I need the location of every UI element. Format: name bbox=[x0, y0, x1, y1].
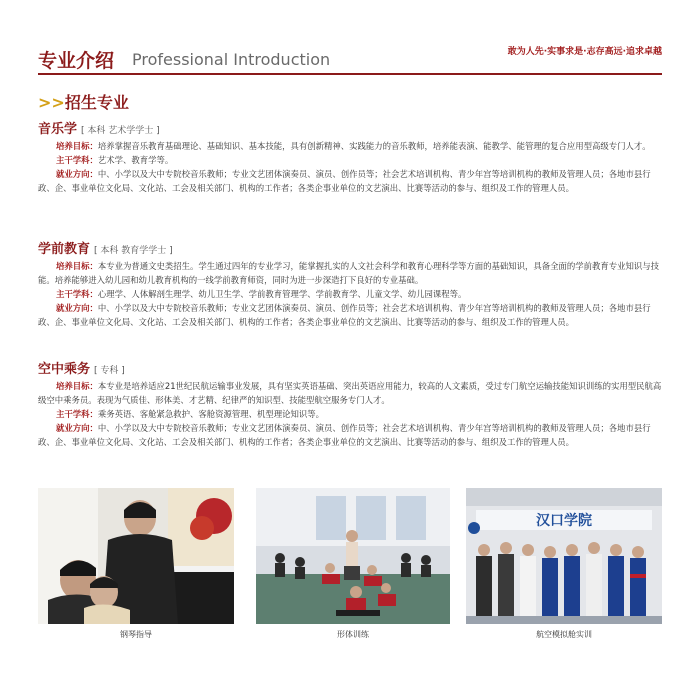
piano-photo-illustration bbox=[38, 488, 234, 624]
para-label: 培养目标： bbox=[56, 381, 98, 391]
major-preschool-education bbox=[38, 238, 662, 329]
major-career bbox=[38, 301, 662, 329]
para-label: 主干学科： bbox=[56, 289, 98, 299]
para-label: 主干学科： bbox=[56, 155, 98, 165]
major-core-subjects bbox=[38, 287, 662, 301]
para-label: 主干学科： bbox=[56, 409, 98, 419]
para-text: 乘务英语、客舱紧急救护、客舱资源管理、机型理论知识等。 bbox=[97, 409, 324, 419]
section-heading bbox=[38, 90, 129, 113]
major-degree-tag: [ 专科 ] bbox=[94, 366, 125, 376]
major-flight-attendant bbox=[38, 358, 662, 449]
para-text: 中、小学以及大中专院校音乐教师；专业文艺团体演奏员、演员、创作员等；社会艺术培训机构、青少年宫等培训机构的教师及管理人员；各地市县行政、企、事业单位文化局、文化站、工会及相关部门、机构的工作者；各类企事业单位的文艺演出、比赛等活动的参与、组织及工作的管理人员。 bbox=[38, 169, 651, 193]
page-title: 专业介绍 bbox=[38, 50, 115, 72]
major-goal bbox=[38, 259, 662, 287]
major-career bbox=[38, 421, 662, 449]
section-arrows: >> bbox=[38, 93, 65, 112]
photo-caption: 形体训练 bbox=[337, 630, 369, 639]
para-text: 中、小学以及大中专院校音乐教师；专业文艺团体演奏员、演员、创作员等；社会艺术培训机构、青少年宫等培训机构的教师及管理人员；各地市县行政、企、事业单位文化局、文化站、工会及相关部门、机构的工作者；各类企事业单位的文艺演出、比赛等活动的参与、组织及工作的管理人员。 bbox=[38, 303, 651, 327]
para-text: 培养掌握音乐教育基础理论、基础知识、基本技能，具有创新精神、实践能力的音乐教师，培养能表演、能教学、能管理的复合应用型高级专门人才。 bbox=[97, 141, 651, 151]
para-text: 艺术学、教育学等。 bbox=[97, 155, 174, 165]
para-label: 培养目标： bbox=[56, 261, 98, 271]
dance-photo-illustration bbox=[256, 488, 450, 624]
slogan: 敢为人先·实事求是·志存高远·追求卓越 bbox=[507, 47, 662, 57]
major-career bbox=[38, 167, 662, 195]
photo-body-training bbox=[256, 488, 450, 624]
para-text: 心理学、人体解剖生理学、幼儿卫生学、学前教育管理学、学前教育学、儿童文学、幼儿园课程等。 bbox=[97, 289, 467, 299]
aviation-photo-illustration bbox=[466, 488, 662, 624]
photo-piano-instruction bbox=[38, 488, 234, 624]
major-name: 空中乘务 bbox=[38, 362, 91, 377]
para-text: 本专业为普通文史类招生。学生通过四年的专业学习，能掌握扎实的人文社会科学和教育心理科学等方面的基础知识，具备全面的学前教育专业知识与技能。培养能够进入幼儿园和幼儿教育机构的一线学前教育师资，同时为进一步深造打下良好的专业基础。 bbox=[38, 261, 659, 285]
major-goal bbox=[38, 139, 662, 153]
major-core-subjects bbox=[38, 407, 662, 421]
page-header bbox=[38, 44, 662, 74]
major-music bbox=[38, 118, 662, 195]
banner-text: 汉口学院 bbox=[536, 513, 592, 529]
major-core-subjects bbox=[38, 153, 662, 167]
major-degree-tag: [ 本科 教育学学士 ] bbox=[94, 246, 173, 256]
major-degree-tag: [ 本科 艺术学学士 ] bbox=[81, 126, 160, 136]
para-label: 就业方向： bbox=[56, 169, 98, 179]
para-label: 就业方向： bbox=[56, 423, 98, 433]
page-title-english: Professional Introduction bbox=[132, 50, 331, 69]
photo-caption: 钢琴指导 bbox=[120, 630, 152, 639]
major-name: 学前教育 bbox=[38, 242, 91, 257]
para-text: 中、小学以及大中专院校音乐教师；专业文艺团体演奏员、演员、创作员等；社会艺术培训机构、青少年宫等培训机构的教师及管理人员；各地市县行政、企、事业单位文化局、文化站、工会及相关部门、机构的工作者；各类企事业单位的文艺演出、比赛等活动的参与、组织及工作的管理人员。 bbox=[38, 423, 651, 447]
major-goal bbox=[38, 379, 662, 407]
photo-aviation-training bbox=[466, 488, 662, 624]
photo-caption: 航空模拟舱实训 bbox=[536, 630, 592, 639]
section-title: 招生专业 bbox=[64, 93, 129, 112]
photo-strip bbox=[38, 488, 662, 638]
header-divider bbox=[38, 73, 662, 75]
major-name: 音乐学 bbox=[38, 122, 78, 137]
para-text: 本专业是培养适应21世纪民航运输事业发展，具有坚实英语基础、突出英语应用能力，较高的人文素质，受过专门航空运输技能知识训练的实用型民航高级空中乘务员。表现为气质佳、形体美、才艺精、纪律严的知识型、技能型航空服务专门人才。 bbox=[38, 381, 662, 405]
para-label: 培养目标： bbox=[56, 141, 98, 151]
para-label: 就业方向： bbox=[56, 303, 98, 313]
